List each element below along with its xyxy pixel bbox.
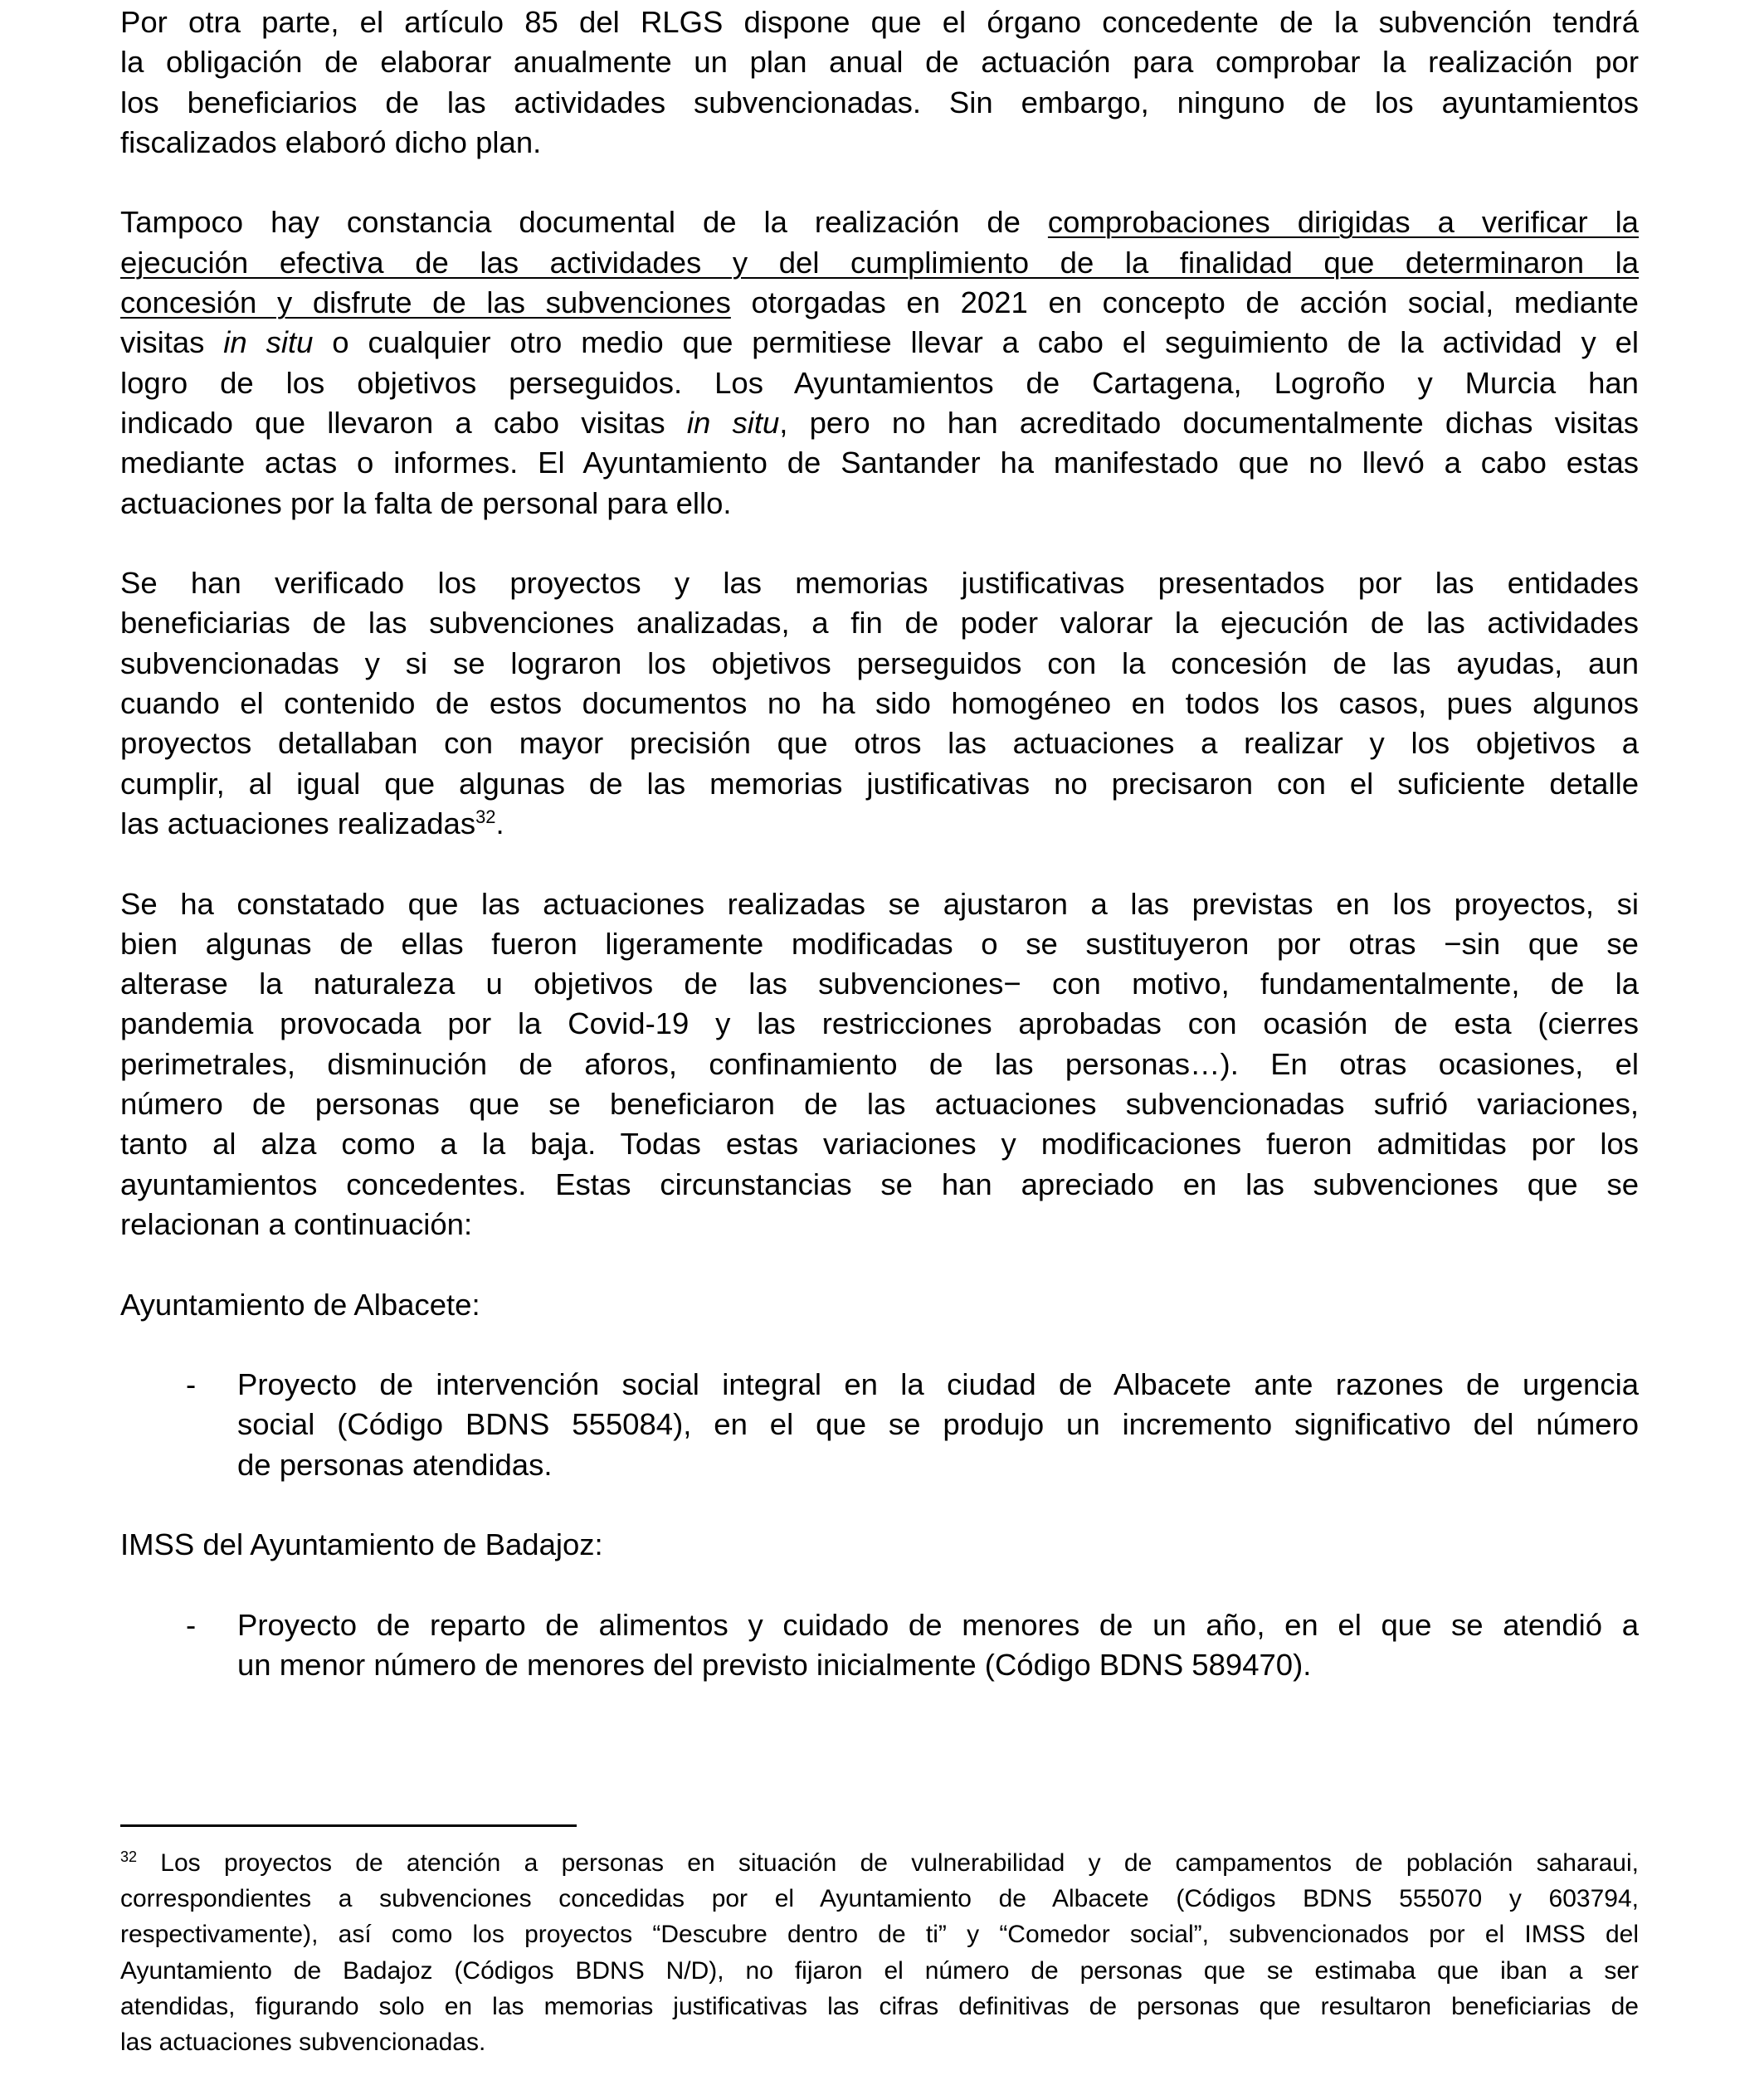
text-line [120, 1165, 1639, 1205]
text-segment: actuaciones por la falta de personal para ello. [120, 485, 732, 520]
text-segment: visitas [120, 325, 224, 360]
text-line [120, 644, 1639, 684]
text-segment: pandemia provocada por la Covid-19 y las restricciones aprobadas con ocasión de esta (cierres [120, 1006, 1639, 1041]
text-segment: atendidas, figurando solo en las memorias justificativas las cifras definitivas de personas que resultaron beneficiarias de [120, 1992, 1639, 2020]
paragraph [120, 1285, 1639, 1325]
text-line [120, 83, 1639, 123]
text-segment: las actuaciones subvencionadas. [120, 2029, 486, 2057]
list-dash-marker: - [186, 1367, 197, 1402]
document-body [120, 2, 1639, 1726]
text-segment: fiscalizados elaboró dicho plan. [120, 124, 542, 159]
text-segment: cuando el contenido de estos documentos no ha sido homogéneo en todos los casos, pues algunos [120, 686, 1639, 721]
text-segment: respectivamente), así como los proyectos “Descubre dentro de ti” y “Comedor social”, subvencionados por el IMSS del [120, 1921, 1639, 1949]
text-segment: número de personas que se beneficiaron de las actuaciones subvencionadas sufrió variaciones, [120, 1087, 1639, 1122]
text-line [120, 1989, 1639, 2024]
text-line [120, 2024, 1639, 2060]
text-line [120, 283, 1639, 323]
text-segment: cumplir, al igual que algunas de las memorias justificativas no precisaron con el suficiente detalle [120, 766, 1639, 801]
text-segment: mediante actas o informes. El Ayuntamiento de Santander ha manifestado que no llevó a cabo estas [120, 446, 1639, 480]
text-line [120, 884, 1639, 924]
text-segment: Ayuntamiento de Albacete: [120, 1287, 480, 1322]
text-line [237, 1405, 1639, 1444]
text-segment: social (Código BDNS 555084), en el que se produjo un incremento significativo del número [237, 1407, 1639, 1442]
text-line [237, 1605, 1639, 1645]
footnote-32 [120, 1845, 1639, 2060]
footnote-separator [120, 1824, 577, 1827]
text-segment: beneficiarias de las subvenciones analizadas, a fin de poder valorar la ejecución de las actividades [120, 606, 1639, 641]
text-line [120, 1285, 1639, 1325]
text-line [120, 924, 1639, 964]
text-segment: logro de los objetivos perseguidos. Los Ayuntamientos de Cartagena, Logroño y Murcia han [120, 365, 1639, 400]
text-line [120, 123, 1639, 163]
italic-text: in situ [686, 405, 780, 440]
paragraph [120, 2, 1639, 163]
text-segment: otorgadas en 2021 en concepto de acción social, mediante [730, 285, 1639, 320]
text-line [237, 1645, 1639, 1685]
paragraph [120, 884, 1639, 1245]
paragraph [120, 563, 1639, 844]
text-line [120, 1917, 1639, 1952]
text-line [120, 1045, 1639, 1084]
list-item [120, 1365, 1639, 1485]
text-segment: un menor número de menores del previsto inicialmente (Código BDNS 589470). [237, 1648, 1312, 1683]
text-segment: bien algunas de ellas fueron ligeramente modificadas o se sustituyeron por otras −sin que se [120, 926, 1639, 961]
text-line [120, 1124, 1639, 1164]
text-segment: Se ha constatado que las actuaciones realizadas se ajustaron a las previstas en los proyectos, si [120, 886, 1639, 921]
text-line [237, 1365, 1639, 1405]
text-line [120, 603, 1639, 643]
text-segment: IMSS del Ayuntamiento de Badajoz: [120, 1527, 603, 1562]
text-line [120, 1881, 1639, 1917]
text-line [120, 243, 1639, 283]
text-line [120, 1004, 1639, 1044]
text-segment: . [495, 806, 504, 840]
text-line [120, 403, 1639, 443]
text-segment: Tampoco hay constancia documental de la realización de [120, 205, 1048, 240]
text-segment: , pero no han acreditado documentalmente dichas visitas [779, 405, 1639, 440]
text-segment: la obligación de elaborar anualmente un plan anual de actuación para comprobar la realización por [120, 45, 1639, 80]
text-line [120, 1205, 1639, 1245]
text-segment: Los proyectos de atención a personas en situación de vulnerabilidad y de campamentos de población saharaui, [137, 1849, 1639, 1877]
text-segment: ayuntamientos concedentes. Estas circunstancias se han apreciado en las subvenciones que se [120, 1167, 1639, 1201]
text-segment: Proyecto de reparto de alimentos y cuidado de menores de un año, en el que se atendió a [237, 1607, 1639, 1642]
underlined-text: concesión y disfrute de las subvenciones [120, 285, 731, 320]
text-line [120, 1084, 1639, 1124]
text-line [120, 723, 1639, 763]
italic-text: in situ [223, 325, 314, 360]
text-segment: correspondientes a subvenciones concedidas por el Ayuntamiento de Albacete (Códigos BDNS 555070 y 603794, [120, 1885, 1639, 1913]
underlined-text: comprobaciones dirigidas a verificar la [1047, 205, 1639, 240]
text-line [120, 202, 1639, 242]
text-segment: los beneficiarios de las actividades subvencionadas. Sin embargo, ninguno de los ayuntamientos [120, 85, 1639, 119]
text-line [120, 1845, 1639, 1881]
text-line [120, 1953, 1639, 1989]
footnote-reference: 32 [120, 1849, 138, 1865]
text-segment: Se han verificado los proyectos y las memorias justificativas presentados por las entidades [120, 566, 1639, 601]
text-segment: alterase la naturaleza u objetivos de las subvenciones− con motivo, fundamentalmente, de la [120, 967, 1639, 1001]
footnote-reference: 32 [475, 806, 496, 827]
text-line [120, 443, 1639, 483]
text-line [120, 1525, 1639, 1565]
text-line [120, 2, 1639, 42]
text-segment: Proyecto de intervención social integral en la ciudad de Albacete ante razones de urgencia [237, 1367, 1639, 1402]
text-segment: proyectos detallaban con mayor precisión que otros las actuaciones a realizar y los objetivos a [120, 726, 1639, 761]
text-line [120, 363, 1639, 403]
text-line [120, 964, 1639, 1004]
text-line [120, 563, 1639, 603]
text-line [120, 42, 1639, 82]
text-line [120, 804, 1639, 844]
text-line [120, 484, 1639, 524]
text-segment: relacionan a continuación: [120, 1206, 473, 1241]
text-segment: Ayuntamiento de Badajoz (Códigos BDNS N/D), no fijaron el número de personas que se estimaba que iban a ser [120, 1956, 1639, 1985]
text-segment: perimetrales, disminución de aforos, confinamiento de las personas…). En otras ocasiones, el [120, 1046, 1639, 1081]
text-segment: o cualquier otro medio que permitiese llevar a cabo el seguimiento de la actividad y el [313, 325, 1639, 360]
text-segment: de personas atendidas. [237, 1447, 553, 1482]
paragraph [120, 1525, 1639, 1565]
text-line [120, 323, 1639, 363]
text-segment: indicado que llevaron a cabo visitas [120, 405, 687, 440]
text-line [237, 1445, 1639, 1485]
text-segment: Por otra parte, el artículo 85 del RLGS dispone que el órgano concedente de la subvención tendrá [120, 5, 1639, 39]
text-segment: tanto al alza como a la baja. Todas estas variaciones y modificaciones fueron admitidas por los [120, 1127, 1639, 1162]
underlined-text: ejecución efectiva de las actividades y del cumplimiento de la finalidad que determinaron la [120, 245, 1639, 280]
list-item [120, 1605, 1639, 1686]
text-segment: subvencionadas y si se lograron los objetivos perseguidos con la concesión de las ayudas, aun [120, 645, 1639, 680]
text-line [120, 684, 1639, 723]
paragraph [120, 202, 1639, 523]
text-line [120, 764, 1639, 804]
text-segment: las actuaciones realizadas [120, 806, 476, 840]
list-dash-marker: - [186, 1607, 197, 1642]
